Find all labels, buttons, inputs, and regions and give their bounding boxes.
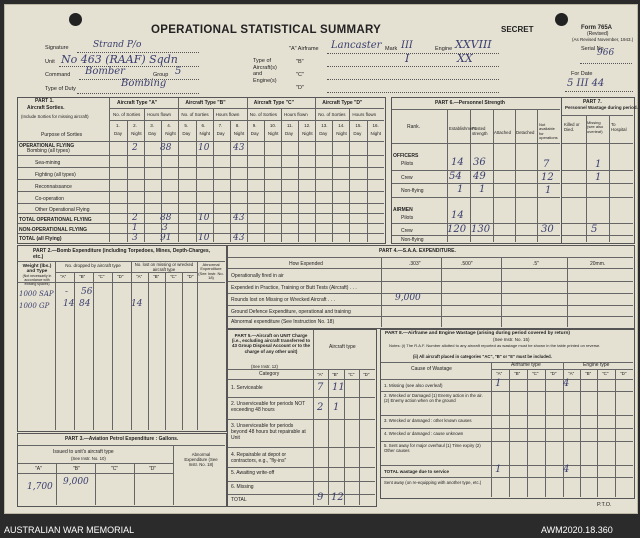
part1-note: (Include Sorties for missing aircraft)	[21, 114, 89, 119]
value-total-op-a-night: 88	[160, 213, 172, 223]
wastage-total-airframe-a: 1	[495, 464, 502, 475]
part5-title: PART 5.—Aircraft on UNIT Charge (i.e., excluding aircraft transferred to 43 Group Disposal Account or to the charge of any other unit)	[231, 333, 311, 354]
col-day-night: Day	[250, 131, 259, 136]
col-day-night: Day	[319, 131, 328, 136]
cat-awaiting-write-off: 5. Awaiting write-off	[231, 470, 275, 476]
unserviceable-b: 1	[333, 402, 340, 413]
bomb-weight-1: 1000 SAP	[19, 290, 54, 298]
officers-crew-establishment: 54	[449, 171, 462, 182]
serial-value: 966	[597, 48, 615, 58]
wastage-wrecked-enemy: 2. Wrecked or Damaged (1) Enemy action in the air. (2) Enemy action when on the ground	[384, 393, 483, 403]
archive-footer	[0, 514, 640, 538]
airmen-label: AIRMEN	[393, 207, 413, 213]
bomb-col-header: "C"	[98, 274, 105, 279]
wastage-missing: 1. Missing (see also overleaf)	[384, 383, 443, 388]
category-label: Category	[259, 371, 280, 377]
row-total-operational: TOTAL OPERATIONAL FLYING	[19, 217, 92, 223]
col-number: 2.	[133, 123, 137, 128]
value-total-op-b-night: 43	[233, 213, 245, 223]
unit-label: Unit	[45, 59, 55, 65]
group-label: Group	[153, 72, 169, 78]
sub-header-sorties: No. of Sorties	[113, 112, 141, 117]
sub-header-hours: Hours flown	[352, 112, 377, 117]
col-number: 10.	[269, 123, 277, 128]
row-operational-flying: OPERATIONAL FLYING	[19, 143, 75, 149]
col-attached: Attached	[494, 130, 511, 135]
signature-value: Strand P/o	[93, 40, 142, 50]
pto-label: P.T.O.	[597, 502, 612, 508]
how-expended-label: How Expended	[289, 261, 323, 267]
col-number: 5.	[184, 123, 189, 128]
for-date-label: For Date	[571, 71, 593, 77]
col-killed: Killed or Died.	[564, 122, 580, 132]
col-day-night: Night	[131, 131, 142, 136]
wastage-airmen-crew-missing: 5	[591, 224, 598, 235]
col-day-night: Day	[182, 131, 191, 136]
airframe-a-value: Lancaster	[331, 40, 382, 51]
aircraft-type-label: Type of Aircraft(s) and Engine(s)	[253, 58, 277, 84]
value-total-all-a-day: 3	[132, 233, 138, 243]
wastage-total: TOTAL wastage due to service	[384, 469, 450, 474]
petrol-col-b: "B"	[73, 466, 80, 472]
wastage-sent-away-reequip: Sent away (on re-equipping with another type, etc.)	[384, 480, 482, 485]
saa-row-practice: Expended in Practice, Training or Butt Tests (Aircraft) . . .	[231, 285, 357, 291]
for-date-value: 5 III 44	[567, 78, 605, 89]
cat-total: TOTAL	[231, 497, 247, 503]
col-detached: Detached	[516, 130, 535, 135]
airmen-crew-label: Crew	[401, 228, 413, 234]
col-number: 9.	[252, 123, 257, 128]
cat-missing: 6. Missing	[231, 484, 254, 490]
punch-hole	[69, 13, 82, 26]
row-non-operational: NON-OPERATIONAL FLYING	[19, 227, 87, 233]
value-total-all-b-night: 43	[233, 233, 245, 243]
wastage-officer-pilot-missing: 1	[595, 159, 602, 170]
bomb-col-header: "D"	[117, 274, 124, 279]
col-day-night: Day	[114, 131, 123, 136]
airframe-c-label: "C"	[296, 72, 304, 78]
type-duty-label: Type of Duty	[45, 86, 76, 92]
weight-note: (Not necessarily in accordance with existing spaces)	[22, 274, 52, 286]
form-sheet	[4, 4, 638, 514]
col-day-night: Night	[165, 131, 176, 136]
col-5: .5"	[533, 261, 539, 267]
bomb-col-header: "B"	[153, 274, 160, 279]
col-number: 6.	[201, 123, 206, 128]
col-day-night: Night	[336, 131, 347, 136]
weight-label: Weight (lbs.) and Type	[22, 264, 52, 275]
col-day-night: Day	[353, 131, 362, 136]
bomb-2-dropped-b: 84	[79, 299, 91, 309]
aircraft-type-a-header: Aircraft Type "A"	[117, 100, 158, 106]
engine-label: Engine	[435, 46, 453, 52]
signature-label: Signature	[45, 45, 69, 51]
purpose-label: Purpose of Sorties	[41, 132, 83, 138]
wastage-missing-airframe-a: 1	[495, 378, 502, 389]
value-non-op-a-night: 3	[162, 223, 168, 233]
part7-title: PART 7.	[583, 99, 602, 105]
officers-nf-not-available: 1	[545, 185, 552, 196]
col-number: 13.	[321, 123, 328, 128]
cat-unserviceable-long: 3. Unserviceable for periods beyond 48 hours but repairable at Unit	[231, 423, 306, 441]
form-revised-date: (As Revised November, 1943.)	[572, 37, 634, 42]
aircraft-type-c-header: Aircraft Type "C"	[253, 100, 295, 106]
airframe-a-label: "A" Airframe	[289, 46, 319, 52]
airmen-non-flying-label: Non-flying	[401, 237, 424, 243]
bomb-2-dropped-a: 14	[63, 299, 75, 309]
abnormal-label: Abnormal Expenditure (See Instr. No. 18)	[198, 262, 224, 281]
col-number: 8.	[235, 123, 240, 128]
wastage-col-header: "D"	[550, 371, 557, 376]
bomb-1-dropped-a: -	[65, 287, 69, 297]
form-title: OPERATIONAL STATISTICAL SUMMARY	[151, 24, 382, 36]
col-number: 16.	[372, 123, 379, 128]
col-day-night: Day	[285, 131, 294, 136]
mark-label: Mark	[385, 46, 398, 52]
row-bombing: Bombing (all types)	[27, 148, 70, 154]
total-a: 9	[317, 492, 324, 503]
rank-label: Rank.	[407, 124, 421, 130]
group-value: 5	[175, 66, 182, 77]
command-value: Bomber	[85, 66, 125, 77]
petrol-col-d: "D"	[149, 466, 157, 472]
sub-header-hours: Hours flown	[215, 112, 240, 117]
mark-a-value: III	[401, 40, 413, 51]
wastage-col-header: "C"	[532, 371, 539, 376]
value-non-op-a-day: 1	[132, 223, 138, 233]
serviceable-b: 11	[332, 382, 345, 393]
value-bombing-a-night: 88	[160, 143, 172, 153]
bomb-col-header: "A"	[60, 274, 67, 279]
airmen-crew-not-available: 30	[541, 224, 554, 235]
category-col-header: "C"	[348, 372, 355, 377]
part3-instr: (See Instr. No. 10)	[71, 456, 106, 461]
row-sea-mining: Sea-mining	[35, 160, 61, 166]
saa-row-fired: Operationally fired in air	[231, 273, 284, 279]
col-day-night: Day	[148, 131, 157, 136]
command-label: Command	[45, 72, 71, 78]
airframe-type-label: Airframe type	[511, 362, 541, 368]
col-day-night: Night	[199, 131, 211, 136]
petrol-col-c: "C"	[111, 466, 119, 472]
sub-header-hours: Hours flown	[147, 112, 171, 117]
col-missing: Missing (see also overleaf)	[587, 120, 604, 134]
airmen-pilots-establishment: 14	[451, 210, 464, 221]
airframe-b-label: "B"	[296, 59, 304, 65]
bomb-col-header: "D"	[187, 274, 194, 279]
form-revised: (Revised)	[587, 31, 609, 37]
bomb-2-lost-a: 14	[131, 299, 143, 309]
row-fighting: Fighting (all types)	[35, 172, 76, 178]
petrol-value-b: 9,000	[63, 477, 89, 487]
wastage-col-header: "A"	[496, 371, 503, 376]
sub-header-hours: Hours flown	[284, 112, 308, 117]
col-number: 15.	[355, 123, 362, 128]
officers-label: OFFICERS	[393, 153, 419, 159]
mark-b-value: I	[405, 52, 410, 65]
category-col-header: "D"	[363, 372, 370, 377]
bomb-col-header: "A"	[136, 274, 143, 279]
aircraft-type-b-header: Aircraft Type "B"	[185, 100, 226, 106]
category-col-header: "A"	[317, 372, 324, 377]
officers-crew-not-available: 12	[541, 172, 554, 183]
value-bombing-a-day: 2	[132, 143, 138, 153]
bomb-col-header: "B"	[79, 274, 86, 279]
archive-name: AUSTRALIAN WAR MEMORIAL	[4, 525, 135, 535]
row-reconnaissance: Reconnaissance	[35, 184, 72, 190]
col-hospital: To Hospital	[611, 122, 627, 132]
wastage-col-header: "A"	[568, 371, 575, 376]
part6-title: PART 6.—Personnel Strength	[435, 100, 505, 106]
value-total-op-b-day: 10	[198, 213, 210, 223]
col-number: 1.	[116, 123, 120, 128]
wastage-col-header: "C"	[602, 371, 609, 376]
wastage-wrecked-other: 3. Wrecked or damaged : other known causes	[384, 418, 472, 423]
cat-serviceable: 1. Serviceable	[231, 385, 263, 391]
officers-nf-establishment: 1	[457, 184, 464, 195]
col-day-night: Night	[302, 131, 313, 136]
part4-title: PART 4.—S.A.A. EXPENDITURE.	[379, 248, 456, 254]
value-total-all-b-day: 10	[198, 233, 210, 243]
dropped-label: No. dropped by aircraft type	[65, 263, 121, 268]
wastage-wrecked-unknown: 4. Wrecked or damaged : cause unknown	[384, 431, 464, 436]
wastage-total-engine-a: 4	[563, 464, 570, 475]
col-number: 12.	[304, 123, 311, 128]
sub-header-sorties: No. of Sorties	[249, 112, 278, 117]
part8-title: PART 8.—Airframe and Engine Wastage (arising during period covered by return)	[385, 331, 570, 336]
cat-repairable: 4. Repairable at depot or contractors, e.g., "fly-ins"	[231, 452, 287, 464]
part5-note: (See Instr. 12)	[251, 364, 278, 369]
officers-non-flying-label: Non-flying	[401, 188, 424, 194]
wastage-col-header: "B"	[514, 371, 521, 376]
saa-row-lost: Rounds lost on Missing or Wrecked Aircraft . . .	[231, 297, 335, 303]
issued-label: Issued to unit's aircraft type	[53, 449, 114, 455]
sub-header-sorties: No. of Sorties	[181, 112, 209, 117]
type-duty-value: Bombing	[121, 78, 167, 89]
col-500: .500"	[461, 261, 473, 267]
category-col-header: "B"	[332, 372, 339, 377]
airmen-pilots-label: Pilots	[401, 215, 414, 221]
secret-label: SECRET	[501, 25, 534, 34]
officers-crew-label: Crew	[401, 175, 413, 181]
engine-a-value: XXVIII	[455, 38, 492, 51]
wastage-missing-engine-a: 4	[563, 378, 570, 389]
saa-row-ground: Ground Defence Expenditure, operational and training	[231, 309, 351, 315]
row-other: Other Operational Flying	[35, 207, 90, 213]
serial-label: Serial No.	[581, 46, 606, 52]
serviceable-a: 7	[317, 382, 324, 393]
col-day-night: Day	[216, 131, 225, 136]
airmen-crew-establishment: 120	[447, 224, 467, 235]
lost-label: No. lost on missing or wrecked aircraft type	[134, 262, 194, 272]
wastage-officer-crew-missing: 1	[595, 172, 602, 183]
col-number: 3.	[150, 123, 154, 128]
petrol-col-a: "A"	[35, 466, 42, 472]
bomb-col-header: "C"	[170, 274, 177, 279]
aircraft-type-d-header: Aircraft Type "D"	[322, 100, 363, 106]
engine-type-label: Engine type	[583, 362, 610, 368]
col-not-available: Not available for operations	[539, 122, 558, 141]
value-total-op-a-day: 2	[132, 213, 138, 223]
petrol-value-a: 1,700	[27, 482, 53, 492]
part7-subtitle: Personnel Wastage during period.	[565, 105, 638, 110]
part8-note1: Notes: (i) The R.A.F. Number allotted to any aircraft reported as wastage must be shown in the table printed on reverse.	[389, 343, 601, 348]
wastage-col-header: "D"	[620, 371, 627, 376]
col-day-night: Night	[233, 131, 245, 136]
officers-pilots-posted: 36	[473, 157, 486, 168]
archive-id: AWM2020.18.360	[541, 525, 613, 535]
cause-label: Cause of Wastage	[411, 366, 452, 372]
cat-unserviceable-short: 2. Unserviceable for periods NOT exceeding 48 hours	[231, 401, 306, 413]
part8-instr: (See Instr. No. 15)	[493, 337, 530, 342]
officers-nf-posted: 1	[479, 184, 486, 195]
value-total-all-a-night: 91	[160, 233, 172, 243]
part2-title: PART 2.—Bomb Expenditure (including Torpedoes, Mines, Depth-Charges, etc.)	[33, 248, 211, 260]
col-posted-strength: Posted strength	[472, 126, 488, 136]
col-20mm: 20mm.	[590, 261, 606, 267]
sub-header-sorties: No. of Sorties	[318, 112, 346, 117]
total-b: 12	[331, 492, 344, 503]
saa-lost-303: 9,000	[395, 293, 421, 303]
col-number: 7.	[218, 123, 223, 128]
col-day-night: Night	[370, 131, 382, 136]
col-number: 11.	[287, 123, 293, 128]
wastage-col-header: "B"	[585, 371, 592, 376]
aircraft-type-label: Aircraft type	[329, 344, 356, 350]
saa-row-abnormal: Abnormal expenditure (See Instruction No. 18)	[231, 319, 335, 325]
row-co-operation: Co-operation	[35, 196, 64, 202]
part3-abnormal-label: Abnormal Expenditure (See Instr. No. 18)	[184, 452, 218, 467]
col-day-night: Night	[267, 131, 279, 136]
part1-title: PART 1.	[35, 98, 54, 104]
unserviceable-a: 2	[317, 402, 324, 413]
unit-value: No 463 (RAAF) Sqdn	[61, 53, 178, 66]
airframe-d-label: "D"	[296, 85, 304, 91]
bomb-1-dropped-b: 56	[81, 287, 93, 297]
row-total-all: TOTAL (all Flying)	[19, 236, 62, 242]
col-establishment: Establishment	[449, 126, 476, 131]
officers-pilots-establishment: 14	[451, 157, 464, 168]
form-number: Form 765A	[581, 25, 613, 31]
col-303: .303"	[409, 261, 421, 267]
part1-subtitle: Aircraft Sorties.	[27, 105, 65, 111]
value-bombing-b-night: 43	[233, 143, 245, 153]
bomb-weight-2: 1000 GP	[19, 302, 50, 310]
officers-pilots-label: Pilots	[401, 161, 414, 167]
wastage-sent-away-overhaul: 5. Sent away for major overhaul (1) Time expiry (2) Other causes	[384, 443, 481, 453]
part8-note2: (ii) All aircraft placed in categories "AC", "B" or "E" must be included.	[413, 354, 552, 359]
officers-pilots-not-available: 7	[543, 159, 550, 170]
value-bombing-b-day: 10	[198, 143, 210, 153]
engine-b-value: XX	[457, 52, 473, 65]
part3-title: PART 3.—Aviation Petrol Expenditure : Gallons.	[65, 436, 179, 442]
col-number: 4.	[167, 123, 172, 128]
punch-hole	[555, 13, 568, 26]
col-number: 14.	[338, 123, 345, 128]
airmen-crew-posted: 130	[471, 224, 491, 235]
officers-crew-posted: 49	[473, 171, 486, 182]
